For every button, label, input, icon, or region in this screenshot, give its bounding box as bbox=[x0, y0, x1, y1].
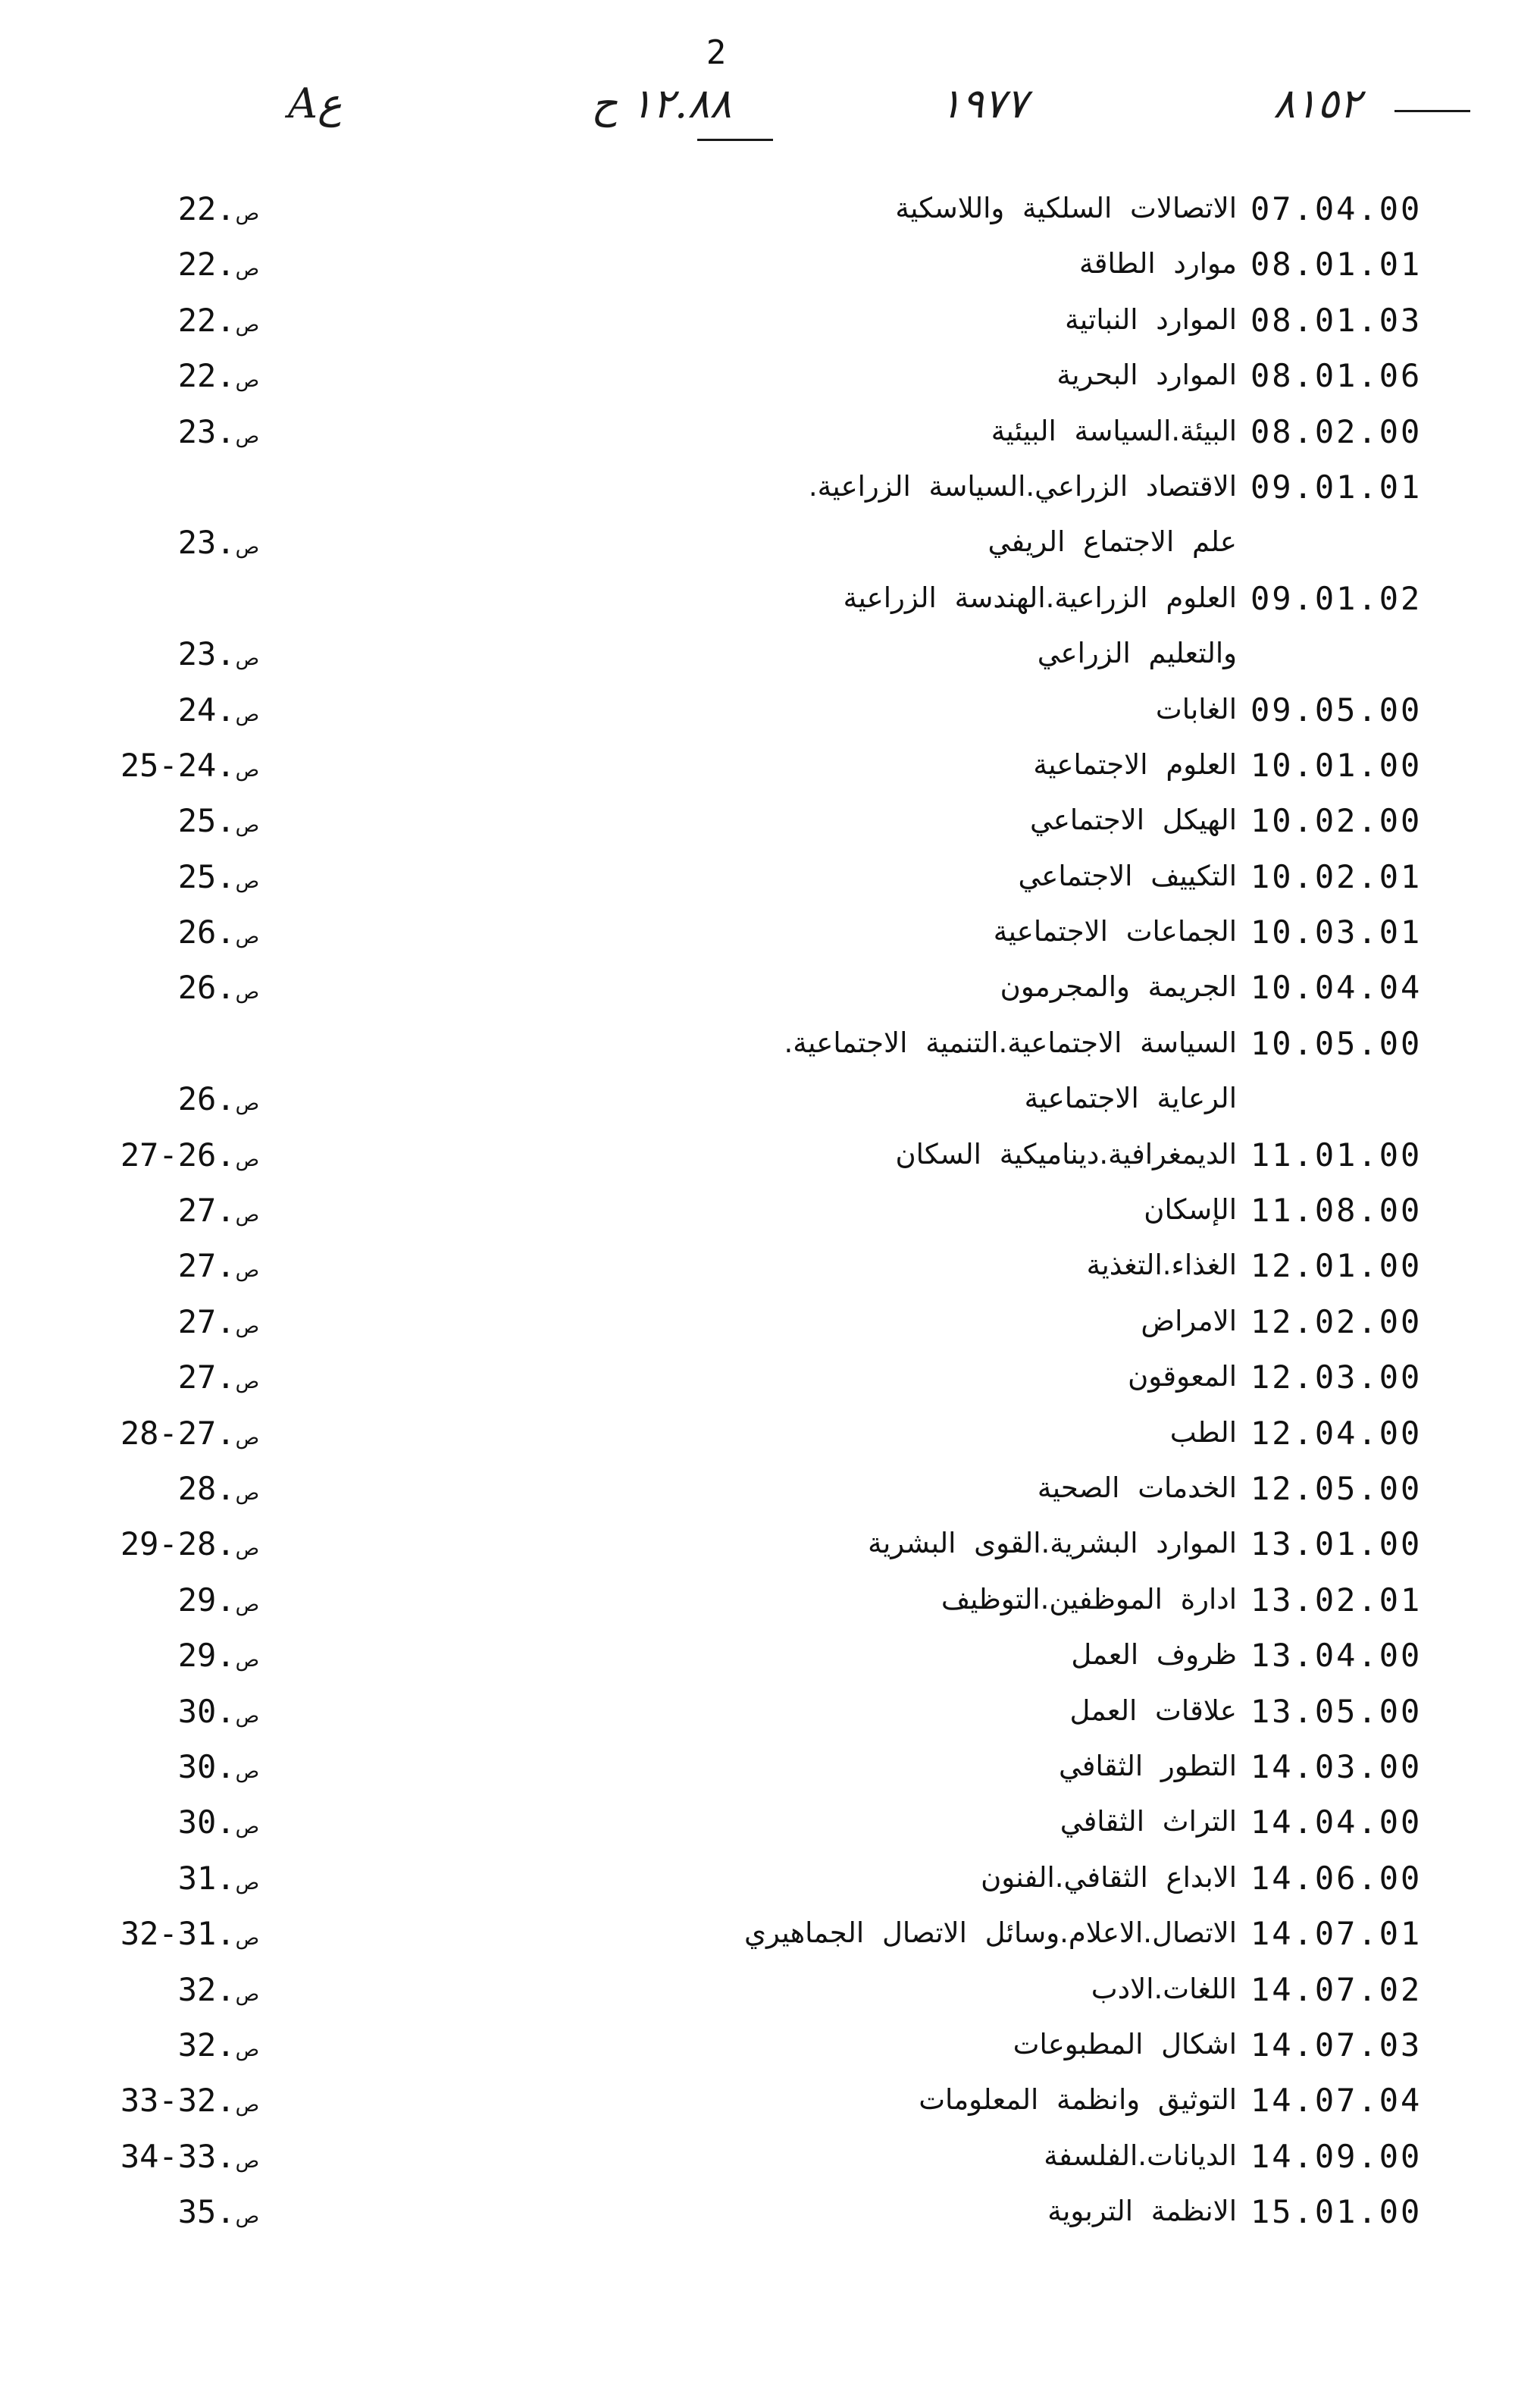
entry-code: 07.04.00 bbox=[1250, 190, 1423, 227]
index-entry bbox=[0, 1577, 1540, 1632]
entry-page-number: 24. bbox=[177, 691, 236, 729]
entry-code: 13.01.00 bbox=[1250, 1525, 1423, 1563]
index-entry bbox=[0, 409, 1540, 464]
handwritten-mark: ١٢.٨٨ ح bbox=[591, 80, 732, 127]
page-prefix: ص bbox=[235, 1481, 259, 1505]
entry-page-ref bbox=[178, 1080, 259, 1117]
page-prefix: ص bbox=[235, 2094, 259, 2117]
entry-title: الديانات.الفلسفة bbox=[1044, 2139, 1237, 2172]
page-prefix: ص bbox=[235, 814, 259, 838]
entry-code: 12.01.00 bbox=[1250, 1247, 1423, 1285]
entry-page-ref bbox=[121, 1915, 259, 1952]
entry-title: الموارد البحرية bbox=[1056, 359, 1237, 392]
entry-title: الابداع الثقافي.الفنون bbox=[981, 1860, 1237, 1894]
entry-title: الموارد البشرية.القوى البشرية bbox=[868, 1527, 1237, 1560]
entry-page-ref bbox=[178, 914, 259, 951]
entry-code: 12.03.00 bbox=[1250, 1359, 1423, 1396]
entry-page-ref bbox=[178, 413, 259, 450]
entry-title: التطور الثقافي bbox=[1058, 1749, 1237, 1782]
entry-code: 14.06.00 bbox=[1250, 1859, 1423, 1897]
entry-code: 10.01.00 bbox=[1250, 746, 1423, 784]
entry-title: السياسة الاجتماعية.التنمية الاجتماعية. bbox=[784, 1026, 1237, 1059]
index-entry bbox=[0, 2133, 1540, 2189]
entry-page-ref bbox=[178, 1971, 259, 2008]
entry-page-ref bbox=[178, 1637, 259, 1674]
entry-code: 13.05.00 bbox=[1250, 1692, 1423, 1730]
entry-page-ref bbox=[178, 1804, 259, 1841]
handwritten-underline bbox=[697, 139, 773, 141]
entry-page-ref bbox=[121, 1525, 259, 1562]
entry-title: الهيكل الاجتماعي bbox=[1030, 804, 1237, 837]
entry-page-number: 34-33. bbox=[120, 2137, 236, 2175]
entry-title: الجماعات الاجتماعية bbox=[993, 915, 1237, 948]
entry-code: 10.04.04 bbox=[1250, 969, 1423, 1007]
entry-page-number: 30. bbox=[177, 1747, 236, 1785]
index-entry bbox=[0, 1799, 1540, 1854]
entry-code: 10.03.01 bbox=[1250, 914, 1423, 951]
page-prefix: ص bbox=[235, 1537, 259, 1561]
entry-title: العلوم الزراعية.الهندسة الزراعية bbox=[843, 581, 1237, 614]
entry-page-ref bbox=[178, 1470, 259, 1507]
index-entry bbox=[0, 1966, 1540, 2022]
handwritten-notation bbox=[288, 80, 1470, 155]
entry-title: الاقتصاد الزراعي.السياسة الزراعية. bbox=[808, 469, 1237, 503]
index-entry bbox=[0, 575, 1540, 631]
index-entry bbox=[0, 1410, 1540, 1465]
index-entry bbox=[0, 1465, 1540, 1521]
entry-title: الغابات bbox=[1155, 692, 1237, 725]
entry-page-ref bbox=[178, 691, 259, 729]
index-entry bbox=[0, 631, 1540, 686]
entry-title: البيئة.السياسة البيئية bbox=[991, 414, 1237, 447]
entry-page-ref bbox=[178, 246, 259, 283]
page-prefix: ص bbox=[235, 1649, 259, 1672]
entry-code: 14.07.01 bbox=[1250, 1915, 1423, 1953]
entry-title: الغذاء.التغذية bbox=[1086, 1249, 1237, 1282]
page-prefix: ص bbox=[235, 369, 259, 393]
page-prefix: ص bbox=[235, 1259, 259, 1283]
entry-page-number: 22. bbox=[177, 190, 236, 227]
index-entry bbox=[0, 854, 1540, 909]
entry-title: الانظمة التربوية bbox=[1047, 2195, 1237, 2228]
entry-page-number: 29. bbox=[177, 1637, 236, 1675]
index-entry bbox=[0, 1243, 1540, 1298]
entry-page-number: 22. bbox=[177, 301, 236, 339]
entry-code: 10.02.00 bbox=[1250, 802, 1423, 840]
entry-title: الإسكان bbox=[1144, 1193, 1237, 1227]
entry-title: الرعاية الاجتماعية bbox=[1024, 1082, 1237, 1115]
entry-page-number: 30. bbox=[177, 1692, 236, 1730]
entry-page-number: 27. bbox=[177, 1192, 236, 1230]
page-prefix: ص bbox=[235, 1426, 259, 1449]
entry-code: 14.09.00 bbox=[1250, 2137, 1423, 2175]
index-entry bbox=[0, 909, 1540, 964]
index-entry bbox=[0, 1632, 1540, 1688]
entry-code: 08.01.03 bbox=[1250, 301, 1423, 339]
entry-page-number: 31. bbox=[177, 1859, 236, 1897]
page-prefix: ص bbox=[235, 1371, 259, 1394]
entry-code: 09.01.02 bbox=[1250, 579, 1423, 617]
entry-page-number: 27. bbox=[177, 1247, 236, 1285]
entry-title: الاتصال.الاعلام.وسائل الاتصال الجماهيري bbox=[744, 1916, 1237, 1950]
page-prefix: ص bbox=[235, 647, 259, 671]
entry-page-number: 33-32. bbox=[120, 2082, 236, 2120]
entry-page-number: 28-27. bbox=[120, 1414, 236, 1452]
entry-page-number: 29-28. bbox=[120, 1525, 236, 1563]
page-prefix: ص bbox=[235, 758, 259, 782]
entry-title: ادارة الموظفين.التوظيف bbox=[941, 1582, 1237, 1616]
entry-title: والتعليم الزراعي bbox=[1037, 637, 1237, 670]
entry-code: 14.07.03 bbox=[1250, 2026, 1423, 2064]
index-entry bbox=[0, 519, 1540, 575]
handwritten-underline bbox=[1394, 110, 1470, 112]
entry-page-ref bbox=[178, 969, 259, 1006]
entry-title: العلوم الاجتماعية bbox=[1033, 747, 1237, 781]
entry-title: الجريمة والمجرمون bbox=[1000, 970, 1237, 1004]
entry-code: 12.02.00 bbox=[1250, 1302, 1423, 1340]
index-entry bbox=[0, 1354, 1540, 1409]
entry-code: 14.07.04 bbox=[1250, 2082, 1423, 2120]
entry-page-number: 32. bbox=[177, 1970, 236, 2008]
entry-code: 12.05.00 bbox=[1250, 1469, 1423, 1507]
entry-title: ظروف العمل bbox=[1071, 1638, 1237, 1672]
entry-page-ref bbox=[178, 1748, 259, 1785]
entry-page-ref bbox=[178, 1359, 259, 1396]
page-prefix: ص bbox=[235, 926, 259, 949]
page-prefix: ص bbox=[235, 258, 259, 281]
entry-title: اشكال المطبوعات bbox=[1013, 2027, 1237, 2061]
entry-title: الموارد النباتية bbox=[1065, 302, 1237, 336]
index-entry bbox=[0, 1855, 1540, 1910]
index-entry bbox=[0, 1076, 1540, 1131]
page-number: 2 bbox=[706, 33, 727, 72]
page-prefix: ص bbox=[235, 2038, 259, 2061]
index-entry bbox=[0, 353, 1540, 408]
entry-page-ref bbox=[178, 1192, 259, 1229]
entry-code: 08.01.06 bbox=[1250, 357, 1423, 395]
entry-page-ref bbox=[178, 2193, 259, 2230]
index-entry bbox=[0, 1744, 1540, 1799]
entry-page-ref bbox=[121, 1415, 259, 1452]
page-prefix: ص bbox=[235, 1871, 259, 1894]
entry-page-ref bbox=[178, 1860, 259, 1897]
page-prefix: ص bbox=[235, 1148, 259, 1171]
entry-code: 10.05.00 bbox=[1250, 1024, 1423, 1062]
page-prefix: ص bbox=[235, 1593, 259, 1616]
page-prefix: ص bbox=[235, 313, 259, 337]
entry-page-ref bbox=[178, 802, 259, 839]
handwritten-mark: ١٩٧٧ bbox=[940, 80, 1028, 127]
entry-page-number: 26. bbox=[177, 914, 236, 951]
entry-page-number: 23. bbox=[177, 635, 236, 673]
entry-page-ref bbox=[178, 190, 259, 227]
entry-title: الامراض bbox=[1141, 1304, 1237, 1337]
index-entry bbox=[0, 742, 1540, 798]
entry-page-ref bbox=[121, 2138, 259, 2175]
page-prefix: ص bbox=[235, 981, 259, 1004]
entry-page-ref bbox=[178, 1693, 259, 1730]
entry-page-number: 27-26. bbox=[120, 1136, 236, 1174]
entry-code: 08.02.00 bbox=[1250, 412, 1423, 450]
entry-title: اللغات.الادب bbox=[1091, 1972, 1237, 2005]
entry-page-ref bbox=[178, 1581, 259, 1619]
page-prefix: ص bbox=[235, 1927, 259, 1951]
index-entry bbox=[0, 1688, 1540, 1744]
index-entry bbox=[0, 964, 1540, 1020]
entry-page-ref bbox=[178, 357, 259, 394]
entry-title: علاقات العمل bbox=[1069, 1694, 1237, 1727]
page-prefix: ص bbox=[235, 870, 259, 893]
entry-code: 11.08.00 bbox=[1250, 1192, 1423, 1230]
index-entry bbox=[0, 687, 1540, 742]
index-entry bbox=[0, 2022, 1540, 2077]
entry-page-number: 23. bbox=[177, 412, 236, 450]
entry-title: علم الاجتماع الريفي bbox=[988, 525, 1237, 559]
page-prefix: ص bbox=[235, 202, 259, 225]
entry-page-number: 22. bbox=[177, 246, 236, 284]
index-entry bbox=[0, 2077, 1540, 2133]
entry-title: التكييف الاجتماعي bbox=[1018, 859, 1237, 892]
entry-page-ref bbox=[178, 1303, 259, 1340]
index-entry bbox=[0, 1132, 1540, 1187]
entry-code: 14.07.02 bbox=[1250, 1970, 1423, 2008]
entry-title: الاتصالات السلكية واللاسكية bbox=[895, 192, 1237, 224]
entry-page-number: 25. bbox=[177, 802, 236, 840]
entry-page-ref bbox=[121, 2082, 259, 2119]
index-entry bbox=[0, 464, 1540, 519]
entry-code: 13.02.01 bbox=[1250, 1581, 1423, 1619]
index-entry bbox=[0, 798, 1540, 853]
entry-page-number: 29. bbox=[177, 1581, 236, 1619]
entry-page-number: 26. bbox=[177, 969, 236, 1007]
entry-title: التراث الثقافي bbox=[1060, 1805, 1237, 1838]
entry-title: الطب bbox=[1169, 1415, 1237, 1449]
entry-page-ref bbox=[121, 1136, 259, 1174]
handwritten-mark: ٨١٥٢ bbox=[1273, 80, 1362, 127]
entry-page-number: 30. bbox=[177, 1804, 236, 1841]
entry-page-number: 27. bbox=[177, 1359, 236, 1396]
entry-page-number: 23. bbox=[177, 524, 236, 562]
index-entry bbox=[0, 241, 1540, 296]
entry-title: الخدمات الصحية bbox=[1037, 1471, 1237, 1504]
entry-page-number: 22. bbox=[177, 357, 236, 395]
page-prefix: ص bbox=[235, 536, 259, 559]
subject-index-list bbox=[0, 186, 1540, 2244]
index-entry bbox=[0, 1521, 1540, 1576]
entry-page-number: 27. bbox=[177, 1302, 236, 1340]
entry-page-ref bbox=[178, 635, 259, 672]
entry-code: 14.04.00 bbox=[1250, 1804, 1423, 1841]
page-prefix: ص bbox=[235, 1315, 259, 1338]
entry-code: 10.02.01 bbox=[1250, 857, 1423, 895]
entry-page-ref bbox=[121, 747, 259, 784]
entry-code: 11.01.00 bbox=[1250, 1136, 1423, 1174]
index-entry bbox=[0, 1187, 1540, 1243]
entry-title: المعوقون bbox=[1128, 1360, 1237, 1393]
entry-page-ref bbox=[178, 524, 259, 561]
page-prefix: ص bbox=[235, 425, 259, 448]
entry-title: الديمغرافية.ديناميكية السكان bbox=[895, 1137, 1237, 1170]
index-entry bbox=[0, 1299, 1540, 1354]
entry-title: التوثيق وانظمة المعلومات bbox=[919, 2083, 1237, 2117]
entry-page-number: 28. bbox=[177, 1469, 236, 1507]
index-entry bbox=[0, 186, 1540, 241]
index-entry bbox=[0, 297, 1540, 353]
entry-page-number: 25-24. bbox=[120, 746, 236, 784]
page-prefix: ص bbox=[235, 1204, 259, 1227]
index-entry bbox=[0, 1910, 1540, 1966]
entry-code: 12.04.00 bbox=[1250, 1414, 1423, 1452]
page-prefix: ص bbox=[235, 2205, 259, 2229]
page-prefix: ص bbox=[235, 2149, 259, 2173]
entry-page-ref bbox=[178, 302, 259, 339]
entry-code: 08.01.01 bbox=[1250, 246, 1423, 284]
entry-page-ref bbox=[178, 1247, 259, 1284]
entry-code: 14.03.00 bbox=[1250, 1747, 1423, 1785]
entry-code: 13.04.00 bbox=[1250, 1637, 1423, 1675]
index-entry bbox=[0, 2189, 1540, 2244]
entry-code: 09.05.00 bbox=[1250, 691, 1423, 729]
page-prefix: ص bbox=[235, 1760, 259, 1783]
handwritten-mark: Aع bbox=[288, 80, 343, 127]
entry-code: 09.01.01 bbox=[1250, 468, 1423, 506]
entry-page-number: 32. bbox=[177, 2026, 236, 2064]
entry-code: 15.01.00 bbox=[1250, 2193, 1423, 2231]
entry-title: موارد الطاقة bbox=[1078, 247, 1237, 280]
index-entry bbox=[0, 1020, 1540, 1076]
page-prefix: ص bbox=[235, 1982, 259, 2006]
entry-page-ref bbox=[178, 858, 259, 895]
page-prefix: ص bbox=[235, 703, 259, 726]
entry-page-number: 32-31. bbox=[120, 1915, 236, 1953]
page-prefix: ص bbox=[235, 1092, 259, 1116]
page-prefix: ص bbox=[235, 1816, 259, 1839]
page-prefix: ص bbox=[235, 1704, 259, 1728]
entry-page-ref bbox=[178, 2026, 259, 2064]
entry-page-number: 26. bbox=[177, 1080, 236, 1118]
entry-page-number: 25. bbox=[177, 857, 236, 895]
entry-page-number: 35. bbox=[177, 2193, 236, 2231]
